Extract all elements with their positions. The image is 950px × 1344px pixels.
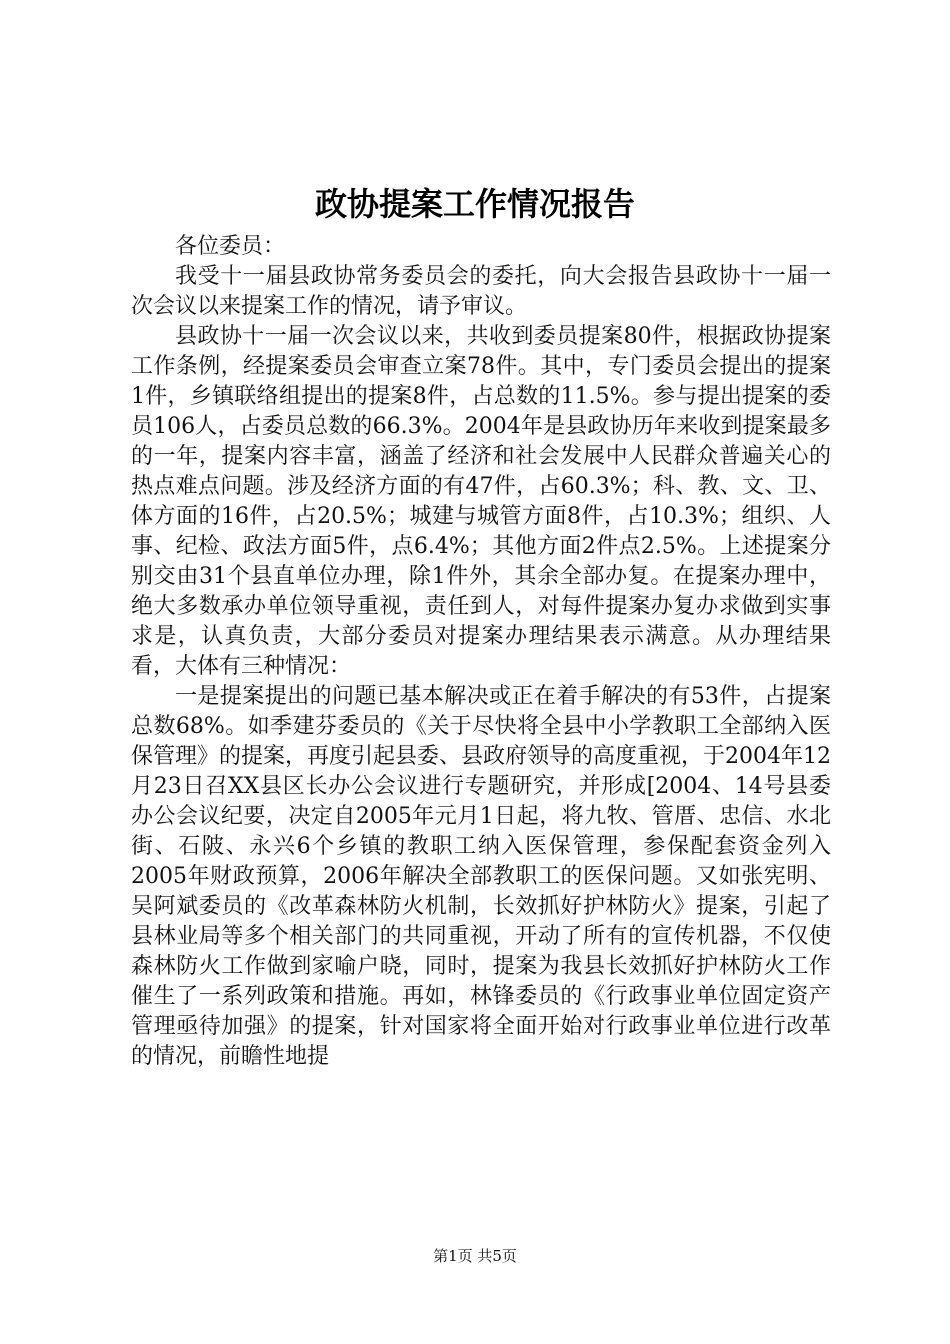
document-title: 政协提案工作情况报告 [314, 185, 635, 223]
paragraph-summary: 县政协十一届一次会议以来，共收到委员提案80件，根据政协提案工作条例，经提案委员会审查立案78件。其中，专门委员会提出的提案1件，乡镇联络组提出的提案8件，占总数的11.5%。参与提出提案的委员106人，占委员总数的66.3%。2004年是县政协历年来收到提案最多的一年，提案内容丰富，涵盖了经济和社会发展中人民群众普遍关心的热点难点问题。涉及经济方面的有47件，占60.3%；科、教、文、卫、体方面的16件，占20.5%；城建与城管方面8件，占10.3%；组织、人事、纪检、政法方面5件，点6.4%；其他方面2件点2.5%。上述提案分别交由31个县直单位办理，除1件外，其余全部办复。在提案办理中，绝大多数承办单位领导重视，责任到人，对每件提案办复办求做到实事求是，认真负责，大部分委员对提案办理结果表示满意。从办理结果看，大体有三种情况： [131, 324, 831, 679]
paragraph-intro: 我受十一届县政协常务委员会的委托，向大会报告县政协十一届一次会议以来提案工作的情况，请予审议。 [131, 264, 831, 319]
page-footer: 第1页 共5页 [433, 1247, 517, 1265]
paragraph-case-one: 一是提案提出的问题已基本解决或正在着手解决的有53件，占提案总数68%。如季建芬委员的《关于尽快将全县中小学教职工全部纳入医保管理》的提案，再度引起县委、县政府领导的高度重视，于2004年12月23日召XX县区长办公会议进行专题研究，并形成[2004、14号县委办公会议纪要，决定自2005年元月1日起，将九牧、管厝、忠信、水北街、石陂、永兴6个乡镇的教职工纳入医保管理，参保配套资金列入2005年财政预算，2006年解决全部教职工的医保问题。又如张宪明、吴阿斌委员的《改革森林防火机制，长效抓好护林防火》提案，引起了县林业局等多个相关部门的共同重视，开动了所有的宣传机器，不仅使森林防火工作做到家喻户晓，同时，提案为我县长效抓好护林防火工作催生了一系列政策和措施。再如，林锋委员的《行政事业单位固定资产管理亟待加强》的提案，针对国家将全面开始对行政事业单位进行改革的情况，前瞻性地提 [131, 684, 831, 1069]
document-body [131, 232, 831, 1072]
salutation: 各位委员： [175, 234, 286, 259]
